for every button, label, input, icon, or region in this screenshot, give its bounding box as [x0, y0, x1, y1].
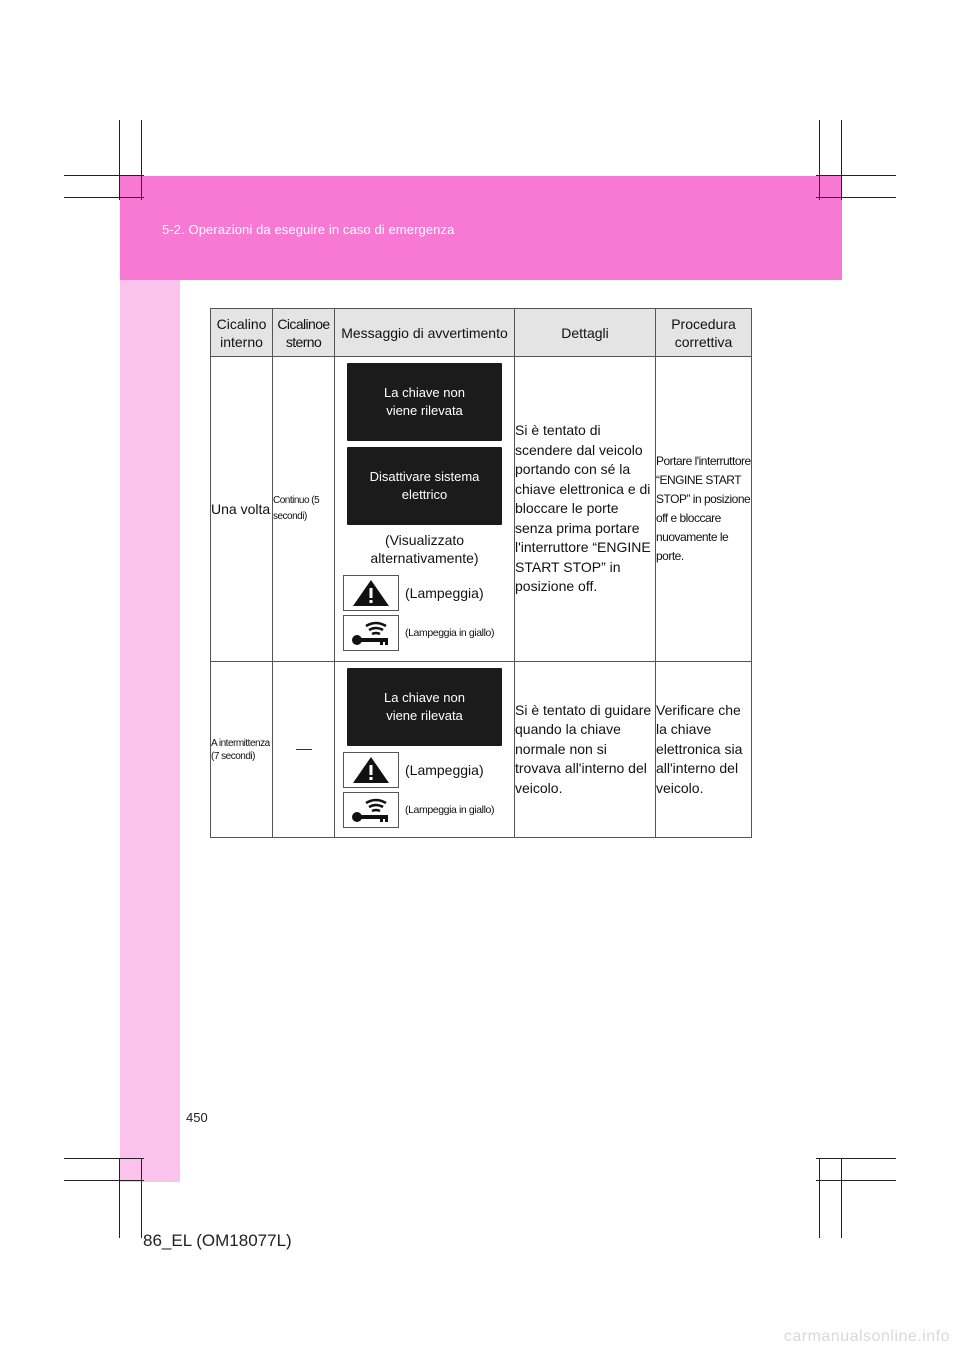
crop-mark: [816, 1180, 896, 1181]
key-light-label: (Lampeggia in giallo): [405, 627, 495, 639]
master-warning-triangle-icon: [343, 575, 399, 611]
crop-mark: [819, 120, 820, 200]
crop-mark: [841, 120, 842, 200]
col-header-procedure: Procedura correttiva: [656, 309, 752, 357]
watermark: carmanualsonline.info: [783, 1328, 950, 1345]
key-light-row: [343, 615, 514, 651]
crop-mark: [119, 120, 120, 200]
key-light-row: [343, 792, 514, 828]
procedure-cell: Portare l'interruttore “ENGINE START STOP” in posizione off e bloccare nuovamente le porte.: [656, 357, 752, 662]
crop-mark: [64, 175, 144, 176]
warning-light-row: [343, 575, 514, 611]
key-indicator-icon: [343, 792, 399, 828]
col-header-internal-beep: Cicalino interno: [211, 309, 273, 357]
crop-mark: [64, 197, 144, 198]
section-title: 5-2. Operazioni da eseguire in caso di emergenza: [162, 222, 455, 237]
display-message: Disattivare sistema elettrico: [347, 447, 502, 525]
warning-table: [210, 308, 752, 838]
crop-mark: [64, 1180, 144, 1181]
crop-mark: [816, 175, 896, 176]
table-row: [211, 662, 752, 838]
external-beep-cell: [273, 662, 335, 838]
document-code: 86_EL (OM18077L): [143, 1231, 292, 1250]
col-header-message: Messaggio di avvertimento: [335, 309, 515, 357]
table-header-row: [211, 309, 752, 357]
message-cell: [335, 662, 515, 838]
details-cell: Si è tentato di scendere dal veicolo portando con sé la chiave elettronica e di bloccare le porte senza prima portare l'interruttore “ENGINE START STOP” in posizione off.: [515, 357, 656, 662]
page-number: 450: [186, 1110, 208, 1125]
display-message: La chiave non viene rilevata: [347, 363, 502, 441]
procedure-cell: Verificare che la chiave elettronica sia all'interno del veicolo.: [656, 662, 752, 838]
message-cell: [335, 357, 515, 662]
internal-beep-cell: Una volta: [211, 357, 273, 662]
key-light-label: (Lampeggia in giallo): [405, 803, 495, 816]
crop-mark: [816, 1158, 896, 1159]
details-cell: Si è tentato di guidare quando la chiave normale non si trovava all'interno del veicolo.: [515, 662, 656, 838]
crop-mark: [141, 1158, 142, 1238]
crop-mark: [819, 1158, 820, 1238]
internal-beep-cell: A intermittenza (7 secondi): [211, 662, 273, 838]
alternation-note: (Visualizzato alternativamente): [370, 532, 479, 566]
crop-mark: [64, 1158, 144, 1159]
external-beep-cell: Continuo (5 secondi): [273, 357, 335, 662]
table-row: [211, 357, 752, 662]
warning-light-label: (Lampeggia): [405, 761, 484, 778]
crop-mark: [816, 197, 896, 198]
warning-light-row: [343, 752, 514, 788]
col-header-details: Dettagli: [515, 309, 656, 357]
side-strip: [120, 280, 180, 1182]
crop-mark: [841, 1158, 842, 1238]
crop-mark: [141, 120, 142, 200]
key-indicator-icon: [343, 615, 399, 651]
col-header-external-beep: Cicalinoe sterno: [273, 309, 335, 357]
display-message: La chiave non viene rilevata: [347, 668, 502, 746]
warning-light-label: (Lampeggia): [405, 585, 484, 601]
crop-mark: [119, 1158, 120, 1238]
none-dash: [296, 749, 312, 750]
master-warning-triangle-icon: [343, 752, 399, 788]
